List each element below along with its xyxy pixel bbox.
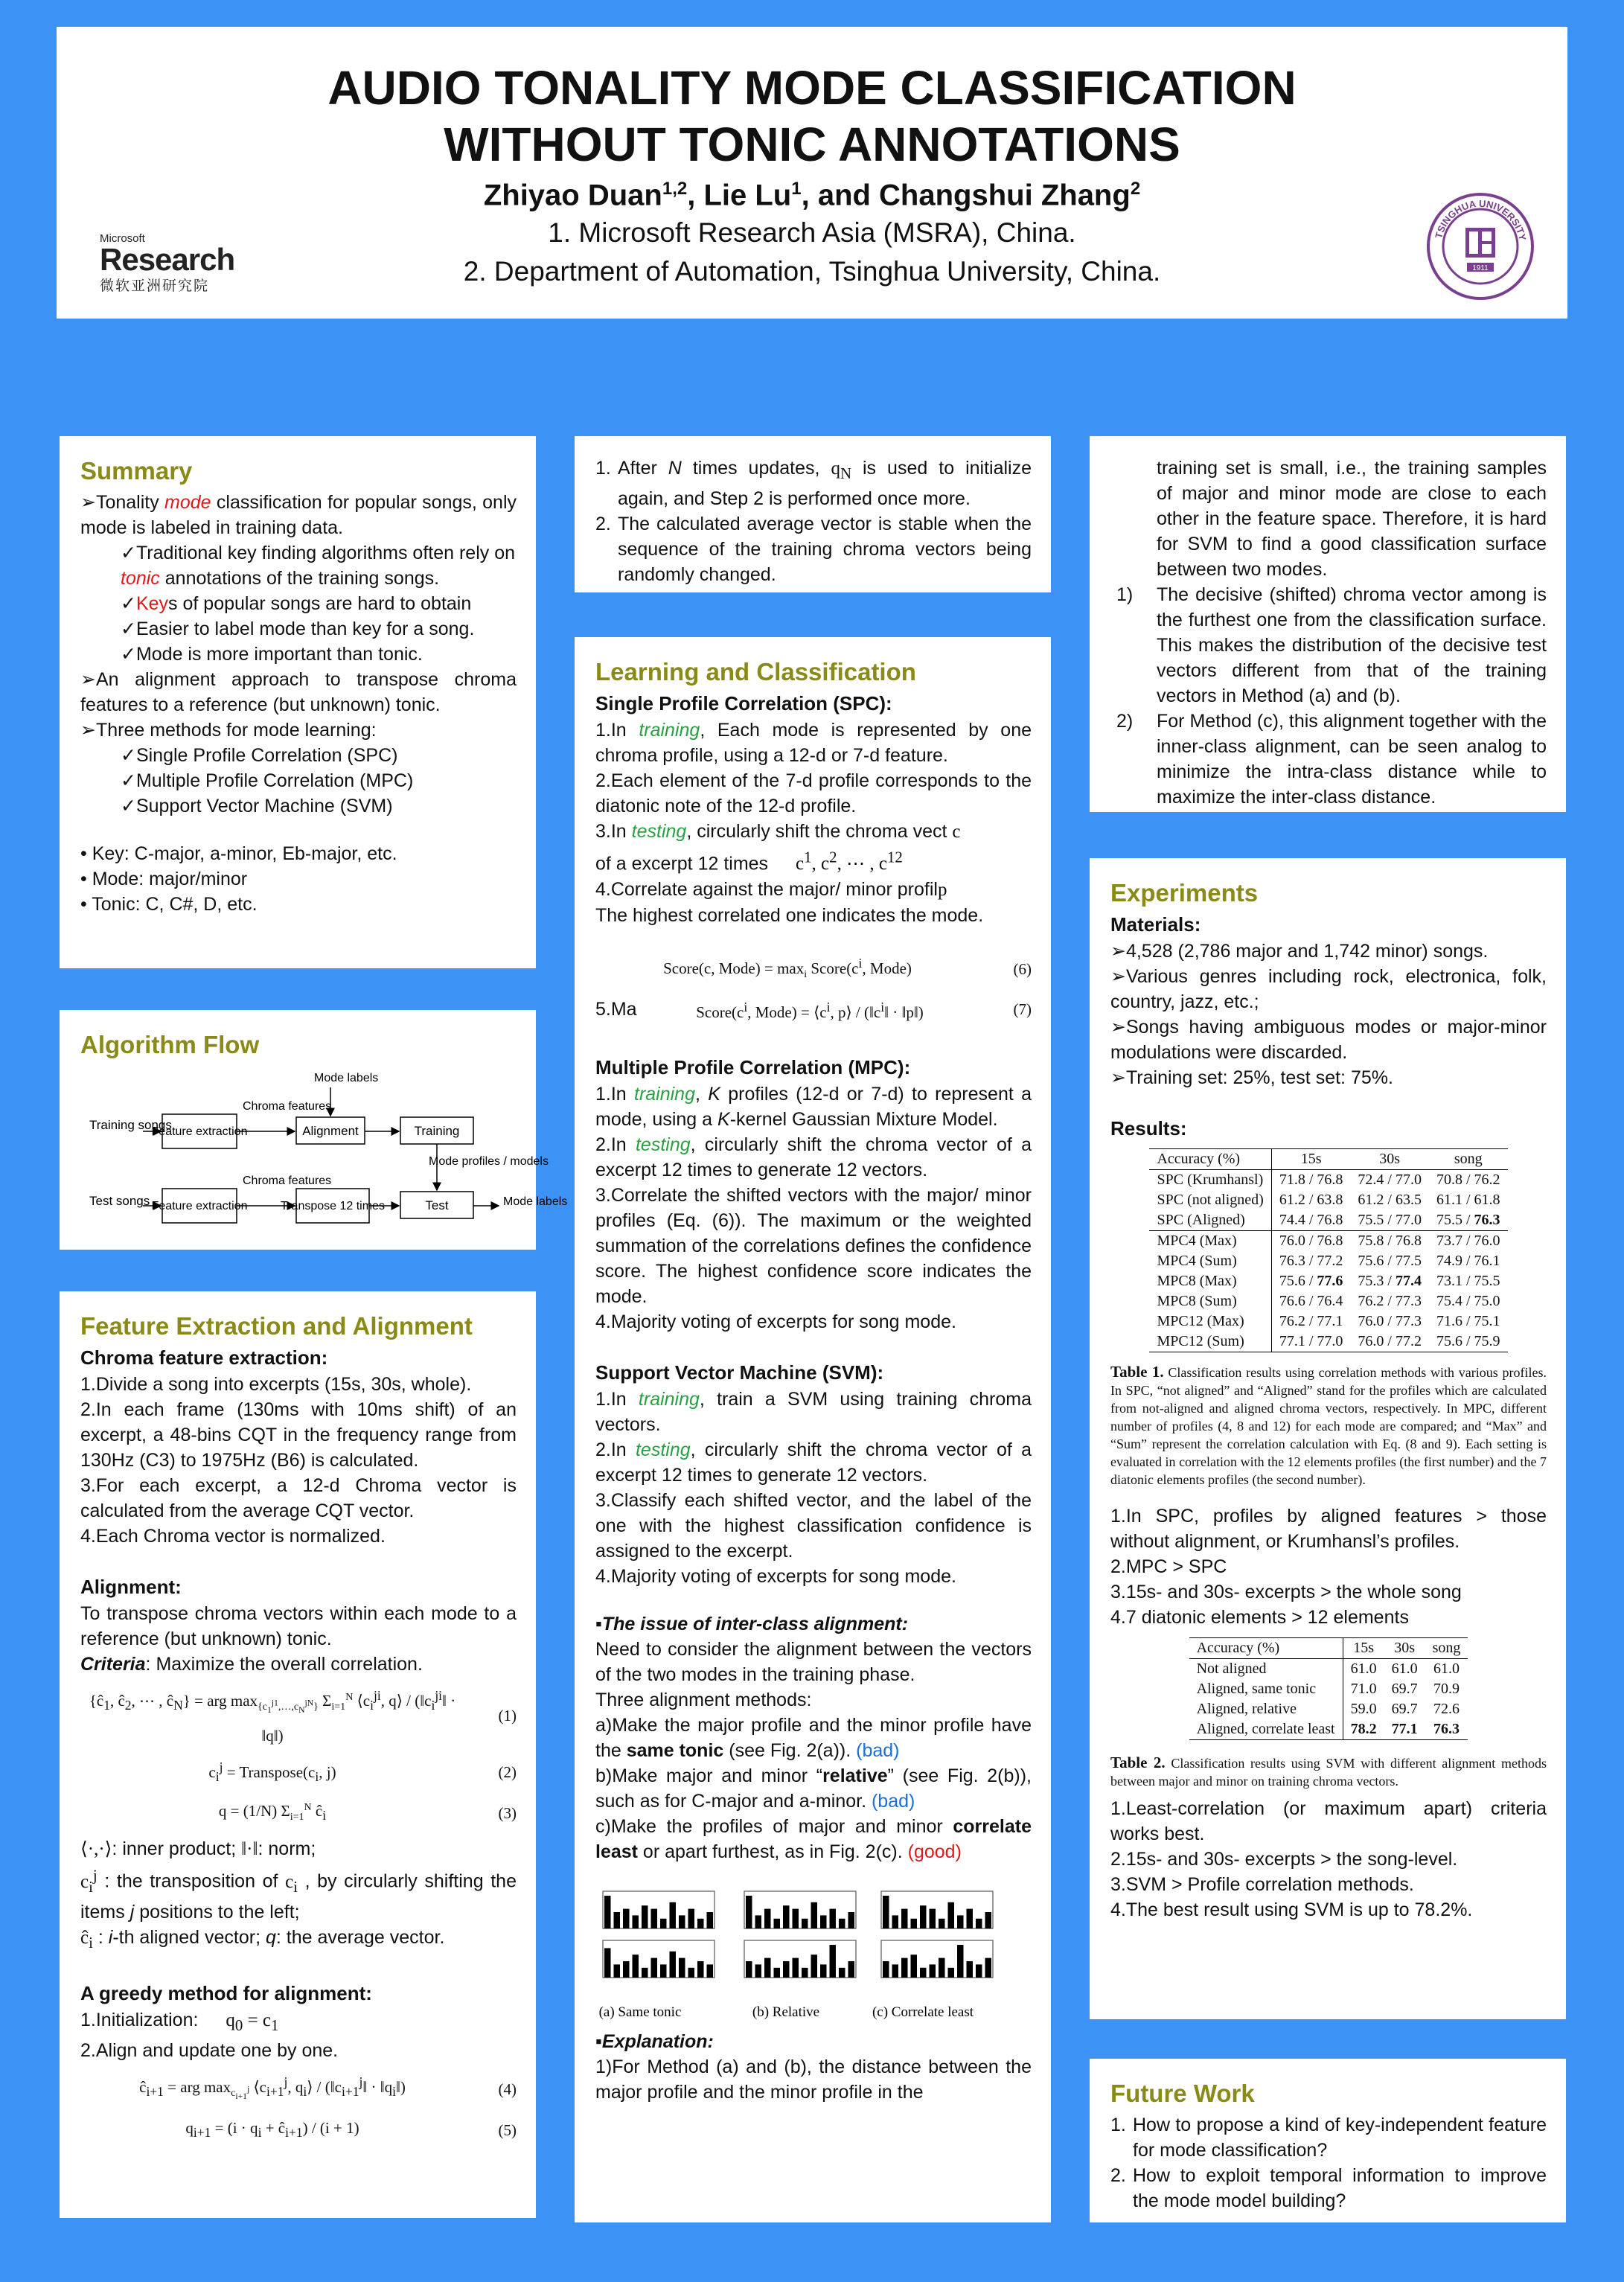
svm-finding-1: 1.Least-correlation (or maximum apart) criteria works best.: [1110, 1798, 1547, 1844]
profile-bar: [651, 1957, 658, 1977]
profile-bar: [811, 1902, 818, 1928]
profile-bar: [746, 1961, 752, 1978]
svm-item-3: 3.Classify each shifted vector, and the label of the one with the highest classification confidence is assigned to the excerpt.: [595, 1489, 1032, 1562]
figure-caption-a: (a) Same tonic: [598, 2004, 682, 2020]
profile-bar: [707, 1912, 714, 1928]
table-row: SPC (Krumhansl) 71.8 / 76.8 72.4 / 77.0 70.8 / 76.2: [1149, 1170, 1507, 1191]
profile-bar: [660, 1964, 667, 1978]
issue-text: Need to consider the alignment between the vectors of the two modes in the training phase.: [595, 1638, 1032, 1685]
table-row: Aligned, relative 59.0 69.7 72.6: [1189, 1699, 1468, 1719]
issue-method-b: b)Make major and minor “relative” (see Fig. 2(b)), such as for C-major and a-minor. (bad): [595, 1765, 1032, 1812]
explanation-item-2: 2) For Method (c), this alignment together with the inner-class alignment, can be seen analog to minimize the intra-class distance while to maximize the inter-class distance.: [1116, 711, 1547, 808]
equation-5: $q_{i+1} = (i \cdot q_i$ + $ĉ_{i+1}) / (i + 1)$ (5): [185, 2118, 517, 2140]
profile-bar: [948, 1967, 955, 1977]
spc-item-3: 3.In testing, circularly shift the chroma vect c of a excerpt 12 times $c^1$, $c^2$, ⋯ , $c^{12}$: [595, 821, 961, 875]
profile-bar: [660, 1918, 667, 1928]
experiments-heading: Experiments: [1110, 879, 1259, 907]
figure-caption-b: (b) Relative: [752, 2004, 820, 2020]
mpc-item-2: 2.In testing, circularly shift the chroma vector of a excerpt 12 times to generate 12 vectors.: [595, 1134, 1032, 1180]
summary-check-2: ✓Keys of popular songs are hard to obtain: [121, 593, 472, 614]
greedy-step-1: 1.Initialization: $q_0 = c_1$: [80, 2009, 279, 2034]
table2-caption: Table 2. Classification results using SVM with different alignment methods between major and minor on training chroma vectors.: [1110, 1754, 1547, 1789]
alignment-profiles-figure: [595, 1881, 1030, 2022]
svm-item-1: 1.In training, train a SVM using training chroma vectors.: [595, 1388, 1032, 1435]
table-row: Aligned, correlate least 78.2 77.1 76.3: [1189, 1719, 1468, 1740]
profile-bar: [985, 1957, 992, 1977]
table1-header: 15s: [1271, 1149, 1350, 1170]
profile-bar: [883, 1896, 889, 1928]
alignment-heading: Alignment:: [80, 1576, 182, 1598]
continuation-item-2: 2. The calculated average vector is stable when the sequence of the training chroma vectors being randomly changed.: [595, 514, 1032, 585]
algorithm-flow-diagram: [80, 1064, 568, 1235]
table-row: Aligned, same tonic 71.0 69.7 70.9: [1189, 1679, 1468, 1699]
flow-mode-profiles: Mode profiles / models: [429, 1155, 549, 1168]
explanation-continued: training set is small, i.e., the training samples of major and minor mode are close to each other in the feature space. Therefore, it is hard for SVM to find a good classification surface between two modes.: [1157, 458, 1547, 580]
algorithm-flow-panel: [60, 1010, 568, 1250]
equation-2: $c_i^j$ = $Transpose(c_i$, j) (2): [208, 1759, 517, 1785]
profile-bar: [811, 1955, 818, 1978]
profile-bar: [802, 1967, 808, 1977]
profile-bar: [848, 1912, 855, 1928]
results-finding-2: 2.MPC > SPC: [1110, 1556, 1227, 1577]
alignment-continuation-panel: [575, 436, 1051, 592]
results-finding-4: 4.7 diatonic elements > 12 elements: [1110, 1607, 1409, 1628]
explanation-heading: ▪Explanation:: [595, 2030, 714, 2052]
alignment-criteria: Criteria: Maximize the overall correlation.: [80, 1654, 423, 1675]
flow-chroma-features-1: Chroma features: [243, 1100, 332, 1113]
profile-bar: [839, 1918, 845, 1928]
materials-item-3: ➢Songs having ambiguous modes or major-minor modulations were discarded.: [1110, 1017, 1547, 1063]
table2-header: song: [1425, 1638, 1468, 1659]
profile-bar: [604, 1896, 611, 1928]
equation-3: q = (1/N) $\Sigma_{i=1}^N$ $ĉ_i$ (3): [218, 1802, 517, 1824]
profile-bar: [755, 1964, 762, 1978]
profile-bar: [688, 1908, 695, 1928]
explanation-continuation-panel: [1090, 436, 1566, 812]
profile-bar: [633, 1955, 639, 1978]
feature-heading: Feature Extraction and Alignment: [80, 1312, 473, 1340]
table-row: SPC (Aligned) 74.4 / 76.8 75.5 / 77.0 75.5 / 76.3: [1149, 1210, 1507, 1231]
mpc-item-4: 4.Majority voting of excerpts for song mode.: [595, 1311, 956, 1332]
profile-bar: [774, 1967, 781, 1977]
profile-bar: [604, 1948, 611, 1978]
profile-bar: [957, 1915, 964, 1928]
table-row: Not aligned 61.0 61.0 61.0: [1189, 1659, 1468, 1680]
profile-bar: [783, 1905, 790, 1928]
summary-heading: Summary: [80, 457, 193, 485]
summary-method-1: ✓Single Profile Correlation (SPC): [121, 745, 398, 766]
title: AUDIO TONALITY MODE CLASSIFICATION WITHOUT TONIC ANNOTATIONS: [327, 61, 1297, 171]
svm-item-2: 2.In testing, circularly shift the chroma vector of a excerpt 12 times to generate 12 vectors.: [595, 1439, 1032, 1486]
flow-feature-extraction-1: Feature extraction: [151, 1125, 248, 1138]
table2-header: 30s: [1384, 1638, 1425, 1659]
table-row: MPC4 (Max) 76.0 / 76.8 75.8 / 76.8 73.7 / 76.0: [1149, 1231, 1507, 1252]
profile-bar: [948, 1902, 955, 1928]
summary-check-4: ✓Mode is more important than tonic.: [121, 644, 423, 665]
svm-finding-3: 3.SVM > Profile correlation methods.: [1110, 1874, 1414, 1895]
svg-text:1911: 1911: [1472, 264, 1489, 272]
table-row: MPC8 (Max) 75.6 / 77.6 75.3 / 77.4 73.1 / 75.5: [1149, 1271, 1507, 1291]
flow-alignment: Alignment: [302, 1124, 359, 1138]
equation-1: {$ĉ_1$, $ĉ_2$, ⋯ , $ĉ_N$} = arg $\max_{\{c_1^{j1},\dots,c_N^{jN}\}} \Sigma_{i=1}^N$ $⟨c_i^{ji}$, q⟩ / ($‖c_i^{ji}‖$ · ‖q‖) (1): [89, 1688, 517, 1745]
spc-item-4: 4.Correlate against the major/ minor profilp The highest correlated one indicates the mode.: [595, 879, 984, 927]
table-row: SPC (not aligned) 61.2 / 63.8 61.2 / 63.5 61.1 / 61.8: [1149, 1190, 1507, 1210]
mpc-item-1: 1.In training, K profiles (12-d or 7-d) to represent a mode, using a K-kernel Gaussian Mixture Model.: [595, 1083, 1032, 1130]
profile-bar: [642, 1967, 648, 1977]
profile-bar: [892, 1915, 899, 1928]
summary-method-3: ✓Support Vector Machine (SVM): [121, 796, 393, 816]
flow-training-songs: Training songs: [89, 1118, 172, 1132]
explanation-text: 1)For Method (a) and (b), the distance between the major profile and the minor profile in the: [595, 2056, 1032, 2103]
learning-heading: Learning and Classification: [595, 658, 916, 685]
summary-check-1: ✓Traditional key finding algorithms often rely on tonic annotations of the training songs.: [121, 543, 516, 589]
profile-bar: [802, 1918, 808, 1928]
issue-method-c: c)Make the profiles of major and minor correlate least or apart furthest, as in Fig. 2(c). (good): [595, 1815, 1032, 1862]
issue-methods: Three alignment methods:: [595, 1689, 812, 1710]
flow-chroma-features-2: Chroma features: [243, 1174, 332, 1187]
profile-bar: [764, 1908, 771, 1928]
profile-bar: [633, 1915, 639, 1928]
summary-panel: [60, 436, 536, 968]
profile-bar: [670, 1951, 677, 1977]
materials-item-1: ➢4,528 (2,786 major and 1,742 minor) songs.: [1110, 941, 1489, 962]
profile-bar: [774, 1918, 781, 1928]
microsoft-research-logo: Microsoft Research 微软亚洲研究院: [100, 232, 235, 294]
profile-bar: [707, 1964, 714, 1978]
greedy-step-2: 2.Align and update one by one.: [80, 2039, 339, 2061]
profile-bar: [830, 1945, 837, 1978]
future-work-heading: Future Work: [1110, 2080, 1255, 2107]
results-finding-1: 1.In SPC, profiles by aligned features > those without alignment, or Krumhansl’s profiles.: [1110, 1506, 1547, 1552]
profile-bar: [697, 1961, 704, 1978]
feature-step-2: 2.In each frame (130ms with 10ms shift) of an excerpt, a 48-bins CQT in the frequency range from 130Hz (C3) to 1975Hz (B6) is calculated.: [80, 1399, 517, 1471]
profile-bar: [688, 1967, 695, 1977]
future-item-2: 2. How to exploit temporal information to improve the mode model building?: [1110, 2165, 1547, 2211]
definition-aligned-vector: $ĉ_i$ : i-th aligned vector; q: the average vector.: [80, 1926, 445, 1952]
summary-method-2: ✓Multiple Profile Correlation (MPC): [121, 770, 414, 791]
profile-bar: [892, 1964, 899, 1978]
profile-bar: [939, 1957, 945, 1977]
spc-item-1: 1.In training, Each mode is represented by one chroma profile, using a 12-d or 7-d feature.: [595, 720, 1032, 766]
profile-bar: [920, 1905, 927, 1928]
profile-bar: [830, 1908, 837, 1928]
future-item-1: 1. How to propose a kind of key-independent feature for mode classification?: [1110, 2115, 1547, 2161]
results-table-2: [1189, 1637, 1468, 1740]
profile-bar: [967, 1908, 974, 1928]
profile-bar: [679, 1915, 685, 1928]
profile-bar: [783, 1961, 790, 1978]
profile-bar: [670, 1902, 677, 1928]
definition-inner-product: ⟨·,·⟩: inner product; ‖·‖: norm;: [80, 1838, 316, 1860]
summary-bullet-1: ➢Tonality mode classification for popular songs, only mode is labeled in training data.: [80, 492, 517, 538]
profile-bar: [697, 1918, 704, 1928]
profile-bar: [967, 1961, 974, 1978]
svm-item-4: 4.Majority voting of excerpts for song mode.: [595, 1565, 956, 1587]
profile-bar: [642, 1905, 648, 1928]
profile-bar: [764, 1957, 771, 1977]
materials-heading: Materials:: [1110, 913, 1201, 936]
profile-bar: [614, 1964, 621, 1978]
profile-bar: [911, 1918, 918, 1928]
flow-feature-extraction-2: Feature extraction: [151, 1200, 248, 1212]
profile-bar: [911, 1955, 918, 1978]
future-work-panel: [1090, 2059, 1566, 2222]
results-finding-3: 3.15s- and 30s- excerpts > the whole song: [1110, 1582, 1462, 1602]
profile-bar: [839, 1967, 845, 1977]
summary-bullet-2: ➢An alignment approach to transpose chroma features to a reference (but unknown) tonic.: [80, 669, 517, 715]
profile-bar: [930, 1908, 936, 1928]
profile-bar: [930, 1964, 936, 1978]
table1-header: Accuracy (%): [1149, 1149, 1271, 1170]
flow-mode-labels-out: Mode labels: [503, 1195, 568, 1208]
profile-bar: [957, 1945, 964, 1978]
profile-bar: [623, 1961, 630, 1978]
table-row: MPC4 (Sum) 76.3 / 77.2 75.6 / 77.5 74.9 / 76.1: [1149, 1251, 1507, 1271]
spc-item-2: 2.Each element of the 7-d profile corresponds to the diatonic note of the 12-d profile.: [595, 770, 1032, 816]
equation-4: $ĉ_{i+1}$ = arg $\max_{c_{i+1}^j}$ $⟨c_{i+1}^j$, $q_i⟩$ / ($‖c_{i+1}^j‖$ · $‖q_i‖$) (4): [139, 2074, 517, 2101]
mpc-heading: Multiple Profile Correlation (MPC):: [595, 1055, 911, 1078]
figure-caption-c: (c) Correlate least: [872, 2004, 974, 2020]
table2-header: Accuracy (%): [1189, 1638, 1343, 1659]
greedy-heading: A greedy method for alignment:: [80, 1981, 372, 2004]
flow-training: Training: [414, 1124, 460, 1138]
table1-header: 30s: [1350, 1149, 1429, 1170]
flow-transpose: Transpose 12 times: [281, 1200, 385, 1212]
summary-def-tonic: • Tonic: C, C#, D, etc.: [80, 894, 258, 915]
profile-bar: [901, 1908, 908, 1928]
profile-bar: [920, 1967, 927, 1977]
profile-bar: [793, 1957, 799, 1977]
equation-7: 5.Ma $Score(c^i$, Mode) = $⟨c^i$, p⟩ / ($‖c^i‖$ · ‖p‖) (7): [595, 999, 1032, 1021]
experiments-panel: [1090, 858, 1566, 2019]
continuation-item-1: 1. After N times updates, $q_N$ is used to initialize again, and Step 2 is performed once more.: [595, 458, 1032, 509]
summary-check-3: ✓Easier to label mode than key for a song.: [121, 619, 475, 639]
profile-bar: [820, 1964, 827, 1978]
profile-bar: [976, 1918, 982, 1928]
svm-heading: Support Vector Machine (SVM):: [595, 1361, 884, 1384]
materials-item-4: ➢Training set: 25%, test set: 75%.: [1110, 1067, 1393, 1088]
profile-bar: [746, 1896, 752, 1928]
spc-heading: Single Profile Correlation (SPC):: [595, 692, 892, 715]
profile-bar: [901, 1957, 908, 1977]
svg-text:TSINGHUA UNIVERSITY: TSINGHUA UNIVERSITY: [1433, 197, 1529, 242]
summary-def-key: • Key: C-major, a-minor, Eb-major, etc.: [80, 843, 397, 864]
profile-bar: [939, 1918, 945, 1928]
chroma-extraction-heading: Chroma feature extraction:: [80, 1346, 328, 1369]
profile-bar: [623, 1908, 630, 1928]
explanation-item-1: 1) The decisive (shifted) chroma vector among is the furthest one from the classification surface. This makes the distribution of the decisive test vectors different from that of the training vectors in Method (a) and (b).: [1116, 584, 1547, 706]
mpc-item-3: 3.Correlate the shifted vectors with the major/ minor profiles (Eq. (6)). The maximum or the weighted summation of the correlations defines the confidence score. The highest confidence score indicates the mode.: [595, 1184, 1032, 1307]
profile-bar: [820, 1915, 827, 1928]
profile-bar: [793, 1908, 799, 1928]
profile-bar: [976, 1964, 982, 1978]
profile-bar: [883, 1961, 889, 1978]
results-heading: Results:: [1110, 1117, 1187, 1140]
summary-def-mode: • Mode: major/minor: [80, 869, 248, 889]
flow-test: Test: [425, 1198, 449, 1212]
header-panel: [57, 27, 1567, 319]
algorithm-flow-heading: Algorithm Flow: [80, 1031, 260, 1058]
issue-method-a: a)Make the major profile and the minor profile have the same tonic (see Fig. 2(a)). (bad): [595, 1714, 1032, 1761]
profile-bar: [985, 1912, 992, 1928]
results-table-1: [1149, 1148, 1507, 1352]
profile-bar: [651, 1908, 658, 1928]
alignment-text: To transpose chroma vectors within each mode to a reference (but unknown) tonic.: [80, 1603, 517, 1649]
flow-test-songs: Test songs: [89, 1194, 150, 1208]
materials-item-2: ➢Various genres including rock, electronica, folk, country, jazz, etc.;: [1110, 966, 1547, 1012]
table-row: MPC12 (Sum) 77.1 / 77.0 76.0 / 77.2 75.6 / 75.9: [1149, 1332, 1507, 1352]
equation-6: Score(c, Mode) = $\max_i$ $Score(c^i$, Mode) (6): [663, 956, 1032, 981]
svm-finding-4: 4.The best result using SVM is up to 78.2%.: [1110, 1899, 1473, 1920]
definition-transposition: $c_i^j$ : the transposition of $c_i$ , by circularly shifting the items j positions to the left;: [80, 1866, 517, 1923]
profile-bar: [848, 1961, 855, 1978]
feature-extraction-panel: [60, 1291, 536, 2218]
profile-bar: [755, 1915, 762, 1928]
authors: Zhiyao Duan$^{1,2}$, Lie Lu$^1$, and Changshui Zhang$^2$: [483, 179, 1141, 212]
profile-bar: [614, 1912, 621, 1928]
table2-header: 15s: [1343, 1638, 1384, 1659]
affiliation-1: 1. Microsoft Research Asia (MSRA), China.: [548, 217, 1076, 249]
affiliation-2: 2. Department of Automation, Tsinghua University, China.: [463, 256, 1161, 287]
feature-step-3: 3.For each excerpt, a 12-d Chroma vector is calculated from the average CQT vector.: [80, 1475, 517, 1521]
feature-step-1: 1.Divide a song into excerpts (15s, 30s, whole).: [80, 1374, 472, 1395]
table1-header: song: [1429, 1149, 1508, 1170]
table1-caption: Table 1. Classification results using correlation methods with various profiles. In SPC, “not aligned” and “Aligned” stand for the profiles which are calculated from not-aligned and aligned chroma vectors, respectively. In MPC, different number of profiles (4, 8 and 12) for each mode are compared; and “Max” and “Sum” represent the correlation calculation with Eq. (8 and 9). Each setting is evaluated in correlation with the 12 elements profiles (the first number) and the 7 diatonic elements profiles (the second number).: [1110, 1363, 1547, 1487]
table-row: MPC8 (Sum) 76.6 / 76.4 76.2 / 77.3 75.4 / 75.0: [1149, 1291, 1507, 1311]
table-row: MPC12 (Max) 76.2 / 77.1 76.0 / 77.3 71.6 / 75.1: [1149, 1311, 1507, 1332]
summary-bullet-3: ➢Three methods for mode learning:: [80, 720, 377, 741]
issue-heading: ▪The issue of inter-class alignment:: [595, 1613, 909, 1634]
profile-bar: [679, 1957, 685, 1977]
flow-mode-labels-top: Mode labels: [314, 1072, 379, 1084]
learning-panel: [575, 637, 1051, 2222]
tsinghua-seal-logo: [1425, 191, 1536, 302]
feature-step-4: 4.Each Chroma vector is normalized.: [80, 1526, 386, 1547]
svm-finding-2: 2.15s- and 30s- excerpts > the song-level.: [1110, 1849, 1458, 1870]
